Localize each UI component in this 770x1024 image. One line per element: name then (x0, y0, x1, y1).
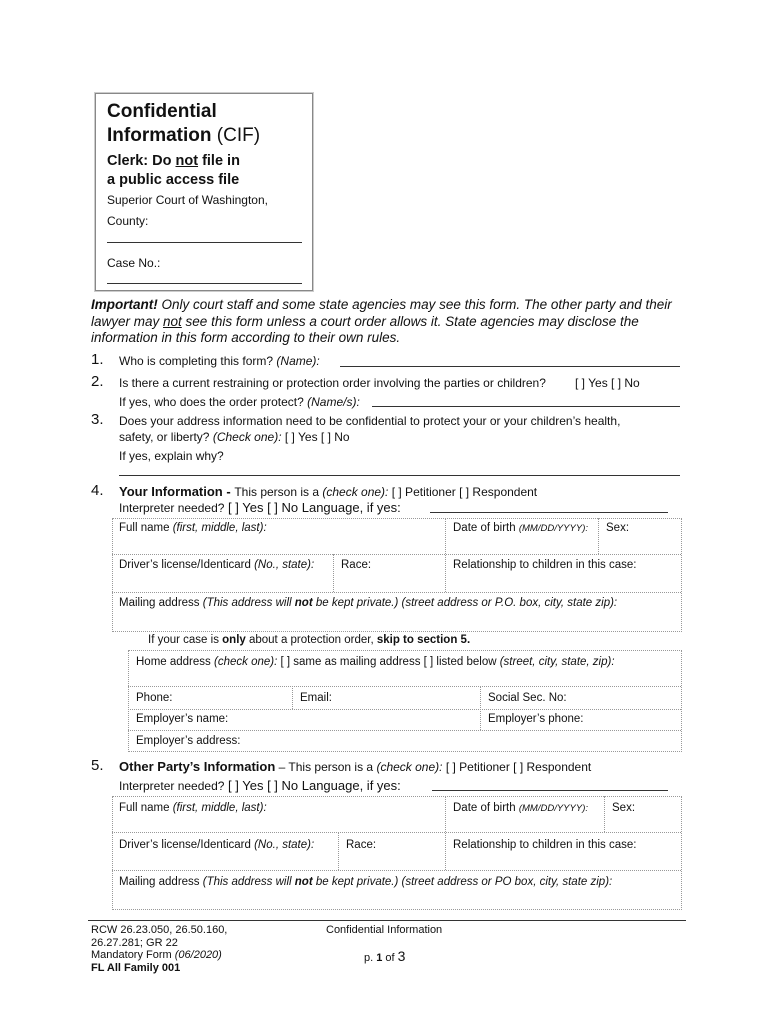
s4-interp-label: Interpreter needed? (119, 501, 225, 515)
s4-mail-hint-a: (This address will (202, 597, 295, 609)
page-current: 1 (376, 952, 383, 964)
q3-sub: If yes, explain why? (119, 449, 224, 463)
s4-language-field[interactable] (430, 512, 668, 513)
q3-text2: safety, or liberty? (119, 430, 210, 444)
s4-home-address[interactable] (136, 656, 615, 668)
s4-mail-hint-b: be kept private.) (street address or P.O. box, city, state zip): (312, 597, 618, 609)
q2-names-field[interactable] (372, 406, 680, 407)
q2-number: 2. (91, 373, 104, 390)
s4-ssn[interactable]: Social Sec. No: (488, 692, 567, 704)
s5-sex[interactable]: Sex: (612, 802, 636, 814)
title-abbrev: (CIF) (211, 125, 261, 146)
footer-mandatory: Mandatory Form (91, 949, 175, 961)
q2-sub-hint: (Name/s): (307, 395, 360, 409)
s5-role-options[interactable]: [ ] Petitioner [ ] Respondent (442, 760, 592, 774)
s4-interpreter (119, 500, 401, 515)
s4-mail-not: not (294, 597, 313, 609)
q3-text: Does your address information need to be confidential to protect your or your children’s health, (119, 414, 621, 428)
page-number (364, 950, 405, 965)
s5-row-divider-2 (112, 870, 681, 871)
s4-sex[interactable]: Sex: (606, 522, 630, 534)
q1-question: Who is completing this form? (119, 354, 274, 368)
s5-dob-hint: (MM/DD/YYYY): (518, 803, 588, 814)
s4-col-divider-2 (598, 518, 599, 554)
s4-phone[interactable]: Phone: (136, 692, 173, 704)
skip-a: If your case is (148, 634, 223, 646)
s4-hint: (check one): (322, 485, 389, 499)
s5-title: Other Party’s Information (119, 759, 276, 774)
s5-full-name-hint: (first, middle, last): (172, 802, 267, 814)
q1-text (119, 354, 320, 368)
case-no-field[interactable] (107, 283, 302, 284)
footer-center: Confidential Information (326, 924, 443, 936)
s4-mailing[interactable] (119, 597, 617, 609)
s4-full-name-hint: (first, middle, last): (172, 522, 267, 534)
page-of: of (382, 952, 398, 964)
s4-home-divider-3 (128, 730, 681, 731)
s5-full-name[interactable] (119, 802, 267, 814)
s4-full-name[interactable] (119, 522, 267, 534)
skip-note (148, 634, 470, 646)
s4-race[interactable]: Race: (341, 559, 372, 571)
s4-col-divider-1 (445, 518, 446, 592)
s5-interpreter (119, 778, 401, 793)
clerk-line-2: a public access file (107, 172, 240, 188)
s5-mail-hint-a: (This address will (202, 876, 295, 888)
s5-dob-label: Date of birth (453, 802, 516, 814)
s4-row-divider-1 (112, 554, 681, 555)
footer-rcw-1: RCW 26.23.050, 26.50.160, (91, 924, 228, 936)
s5-dob[interactable] (453, 802, 588, 814)
s5-race[interactable]: Race: (346, 839, 377, 851)
s4-home-hint: (check one): (214, 656, 278, 668)
title-line-2: Information (107, 125, 212, 146)
s5-col-divider-1 (445, 796, 446, 870)
s4-role-options[interactable]: [ ] Petitioner [ ] Respondent (388, 485, 538, 499)
footer-form-id: FL All Family 001 (91, 961, 181, 974)
s4-dob[interactable] (453, 522, 588, 534)
s5-mailing[interactable] (119, 876, 612, 888)
s5-relationship[interactable]: Relationship to children in this case: (453, 839, 637, 851)
s4-dob-label: Date of birth (453, 522, 516, 534)
s4-dl-hint: (No., state): (254, 559, 315, 571)
q3-number: 3. (91, 411, 104, 428)
s4-employer[interactable]: Employer’s name: (136, 713, 229, 725)
q3-options[interactable]: [ ] Yes [ ] No (284, 430, 350, 444)
s5-full-name-label: Full name (119, 802, 170, 814)
s4-title: Your Information - (119, 484, 235, 499)
footer-mandatory-date: (06/2020) (174, 949, 222, 961)
clerk-text-b: file in (198, 153, 240, 169)
important-text-b: see this form unless a court order allows it. State agencies may disclose the information in this form according to their own rules. (91, 313, 639, 345)
clerk-notice (107, 152, 307, 190)
skip-only: only (222, 634, 246, 646)
s4-number: 4. (91, 482, 104, 499)
q3-explain-field[interactable] (119, 475, 680, 476)
s5-dl-hint: (No., state): (254, 839, 315, 851)
q3-text-2 (119, 430, 350, 444)
s4-home-col-1 (292, 686, 293, 709)
s5-dl[interactable] (119, 839, 314, 851)
s4-mail-label: Mailing address (119, 597, 200, 609)
title-line-1: Confidential (107, 101, 217, 122)
important-not: not (163, 313, 182, 329)
s4-interp-options[interactable]: [ ] Yes [ ] No Language, if yes: (224, 500, 401, 515)
footer-rcw-2: 26.27.281; GR 22 (91, 936, 178, 949)
form-title (107, 100, 307, 148)
s4-employer-address[interactable]: Employer’s address: (136, 735, 241, 747)
county-label: County: (107, 214, 149, 228)
s5-col-divider-3 (338, 832, 339, 870)
s4-full-name-label: Full name (119, 522, 170, 534)
county-field[interactable] (107, 242, 302, 243)
s5-dl-label: Driver’s license/Identicard (119, 839, 251, 851)
s5-hint: (check one): (376, 760, 443, 774)
s4-header (119, 484, 537, 499)
s4-person-table (112, 518, 682, 632)
clerk-not: not (175, 153, 199, 169)
s4-home-hint2: (street, city, state, zip): (499, 656, 615, 668)
important-notice (91, 297, 691, 347)
s4-email[interactable]: Email: (300, 692, 332, 704)
q2-sub-text: If yes, who does the order protect? (119, 395, 304, 409)
s5-interp-label: Interpreter needed? (119, 779, 225, 793)
s5-mail-label: Mailing address (119, 876, 200, 888)
s4-dl[interactable] (119, 559, 314, 571)
s4-home-col-2 (480, 686, 481, 730)
s5-row-divider-1 (112, 832, 681, 833)
s5-col-divider-2 (604, 796, 605, 832)
s4-lead: This person is a (234, 485, 323, 499)
s5-number: 5. (91, 757, 104, 774)
s5-interp-options[interactable]: [ ] Yes [ ] No Language, if yes: (224, 778, 401, 793)
skip-b: about a protection order, (245, 634, 377, 646)
s5-language-field[interactable] (432, 790, 668, 791)
s5-mail-hint-b: be kept private.) (street address or PO box, city, state zip): (312, 876, 613, 888)
footer-rule (88, 920, 686, 921)
s5-lead: – This person is a (275, 760, 377, 774)
s4-dl-label: Driver’s license/Identicard (119, 559, 251, 571)
s4-home-divider-2 (128, 709, 681, 710)
s4-dob-hint: (MM/DD/YYYY): (518, 523, 588, 534)
s4-row-divider-2 (112, 592, 681, 593)
q3-hint: (Check one): (212, 430, 282, 444)
s4-employer-phone[interactable]: Employer’s phone: (488, 713, 584, 725)
case-no-label: Case No.: (107, 256, 161, 270)
court-name: Superior Court of Washington, (107, 193, 268, 207)
page-total: 3 (397, 948, 406, 964)
s4-col-divider-3 (333, 554, 334, 592)
q1-number: 1. (91, 351, 104, 368)
clerk-text-a: Clerk: Do (107, 153, 176, 169)
q1-hint: (Name): (276, 354, 320, 368)
q2-options[interactable]: [ ] Yes [ ] No (575, 376, 640, 390)
s5-mail-not: not (294, 876, 313, 888)
important-lead: Important! (91, 297, 158, 312)
s4-relationship[interactable]: Relationship to children in this case: (453, 559, 637, 571)
important-text-a: Only court staff and some state agencies may see this form. The other party and their lawyer may (91, 297, 672, 329)
q2-text: Is there a current restraining or protection order involving the parties or children? (119, 376, 546, 390)
s5-header (119, 759, 591, 774)
s4-home-divider-1 (128, 686, 681, 687)
q2-sub (119, 395, 360, 409)
s4-home-label: Home address (136, 656, 211, 668)
page-prefix: p. (364, 952, 377, 964)
skip-c: skip to section 5. (376, 634, 471, 646)
s4-home-options[interactable]: [ ] same as mailing address [ ] listed below (277, 656, 500, 668)
q1-name-field[interactable] (340, 366, 680, 367)
footer-left (91, 924, 227, 974)
